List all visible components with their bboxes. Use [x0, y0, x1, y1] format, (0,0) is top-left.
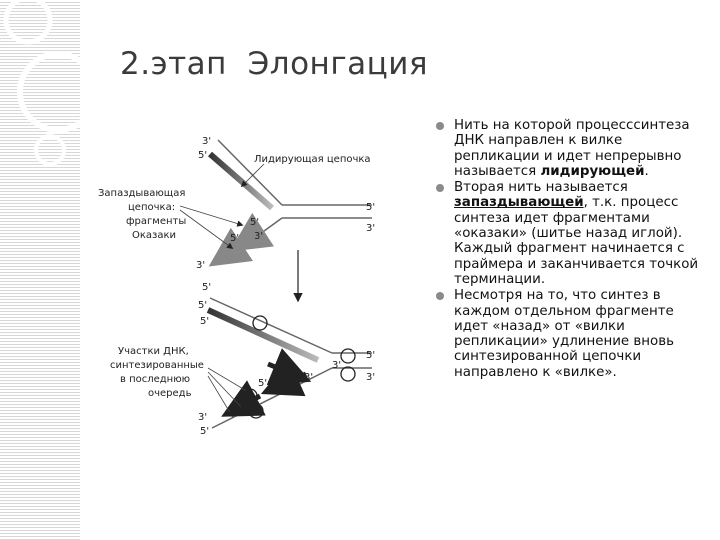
leading-strand-label: Лидирующая цепочка	[254, 154, 371, 165]
end-3prime: 3'	[196, 260, 206, 271]
bullet-item	[436, 118, 706, 179]
end-5prime: 5'	[250, 217, 260, 228]
bullet-text: Несмотря на то, что синтез в каждом отдельном фрагменте идет «назад» от «вилки репликации» удлинение вновь синтезированной цепочки направлено к «вилке».	[454, 288, 675, 380]
end-3prime: 3'	[202, 136, 212, 147]
bullet-item	[436, 288, 706, 380]
lagging-label-line4: Оказаки	[132, 230, 177, 241]
sites-label-line3: в последнюю	[120, 374, 191, 385]
bullet-icon	[436, 292, 444, 300]
sites-label-line4: очередь	[148, 388, 192, 399]
bullet-item	[436, 180, 706, 287]
end-5prime: 5'	[230, 233, 240, 244]
end-3prime: 3'	[304, 372, 314, 383]
end-5prime: 5'	[366, 202, 376, 213]
slide-title: 2.этап Элонгация	[120, 46, 428, 82]
end-5prime: 5'	[200, 426, 210, 437]
end-5prime: 5'	[198, 150, 208, 161]
sites-label-line1: Участки ДНК,	[118, 346, 189, 357]
end-5prime: 5'	[200, 316, 210, 327]
lagging-label-line2: цепочка:	[128, 202, 176, 213]
lagging-label-line1: Запаздывающая	[98, 188, 186, 199]
bullet-list	[436, 118, 706, 381]
bullet-icon	[436, 184, 444, 192]
end-5prime: 5'	[366, 350, 376, 361]
end-5prime: 5'	[258, 378, 268, 389]
bullet-text: Вторая нить называется	[454, 180, 628, 196]
bullet-text: .	[644, 163, 649, 179]
bullet-text: Нить на которой процесссинтеза ДНК направлен к вилке репликации и идет непрерывно называется	[454, 118, 690, 179]
end-3prime: 3'	[366, 372, 376, 383]
bullet-text: , т.к. процесс синтеза идет фрагментами «оказаки» (шитье назад иглой). Каждый фрагмент начинается с праймера и заканчивается точкой терминации.	[454, 195, 699, 287]
lower-fork	[110, 298, 375, 437]
end-5prime: 5'	[202, 282, 212, 293]
decorative-circles	[0, 0, 80, 540]
end-3prime: 3'	[366, 223, 376, 234]
upper-fork	[98, 136, 375, 293]
bullet-emphasis: запаздывающей	[454, 195, 584, 211]
sites-label-line2: синтезированные	[110, 360, 204, 371]
bullet-icon	[436, 122, 444, 130]
end-3prime: 3'	[198, 412, 208, 423]
end-5prime: 5'	[198, 300, 208, 311]
bullet-emphasis: лидирующей	[540, 163, 645, 179]
end-3prime: 3'	[332, 360, 342, 371]
end-3prime: 3'	[254, 231, 264, 242]
decorative-sidebar	[0, 0, 80, 540]
lagging-label-line3: фрагменты	[126, 216, 187, 227]
replication-fork-diagram	[92, 128, 428, 438]
